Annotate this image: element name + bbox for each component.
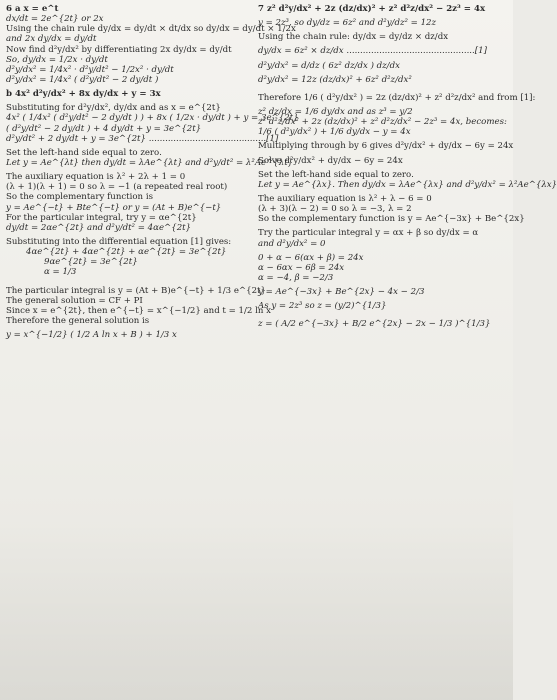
equation-line: α = −4, β = −2/3 [258, 272, 334, 283]
text-line: The auxiliary equation is λ² + λ − 6 = 0 [258, 193, 432, 204]
equation-line: d²y/dx² = 1/4x² · d²y/dt² − 1/2x² · dy/dt [6, 64, 174, 75]
text-line: For the particular integral, try y = αe^{2t} [6, 212, 197, 223]
question-line: 7 z² d²y/dx² + 2z (dz/dx)² + z² d²z/dx² − 2z³ = 4x [258, 4, 486, 14]
text-line: Try the particular integral y = αx + β so dy/dx = α [258, 228, 479, 239]
equation-line: 4x² ( 1/4x² ( d²y/dt² − 2 dy/dt ) ) + 8x ( 1/2x · dy/dt ) + y = 3e^{2t} [6, 113, 299, 124]
equation-line: So, dy/dx = 1/2x · dy/dt [6, 54, 108, 65]
equation-line: d²y/dt² + 2 dy/dt + y = 3e^{2t} ...........................................[1] [6, 133, 279, 144]
equation-line: dy/dt = 2αe^{2t} and d²y/dt² = 4αe^{2t} [6, 222, 192, 233]
equation-line: α − 6αx − 6β = 24x [258, 262, 345, 273]
text-line: Using the chain rule dy/dx = dy/dt × dt/dx so dy/dx = dy/dt × 1/2x [6, 24, 296, 35]
spacer [258, 85, 508, 93]
text-line: So the complementary function is [6, 192, 153, 203]
equation-line: Let y = Ae^{λt} then dy/dt = λAe^{λt} and d²y/dt² = λ²Ae^{λt} [6, 157, 294, 168]
text-line: (λ + 3)(λ − 2) = 0 so λ = −3, λ = 2 [258, 204, 412, 215]
question-line: b 4x² d²y/dx² + 8x dy/dx + y = 3x [6, 89, 161, 100]
equation-line: y = Ae^{−t} + Bte^{−t} or y = (At + B)e^{−t} [6, 202, 222, 213]
equation-line: z = ( A/2 e^{−3x} + B/2 e^{2x} − 2x − 1/3 )^{1/3} [258, 319, 491, 330]
equation-line: z² d²z/dx² + 2z (dz/dx)² + z² d²z/dx² − 2z³ = 4x, becomes: [258, 117, 507, 128]
equation-line: dy/dx = 6z² × dz/dx ...............................................[1] [258, 46, 487, 57]
solution-column-right [258, 4, 557, 330]
equation-line: α = 1/3 [44, 267, 77, 278]
text-line: Therefore the general solution is [6, 315, 150, 326]
equation-line: Let y = Ae^{λx}. Then dy/dx = λAe^{λx} and d²y/dx² = λ²Ae^{λx} [258, 179, 557, 190]
equation-line: As y = 2z³ so z = (y/2)^{1/3} [258, 301, 387, 312]
equation-line: 1/6 ( d²y/dx² ) + 1/6 dy/dx − y = 4x [258, 127, 411, 138]
equation-line: d²y/dx² = 12z (dz/dx)² + 6z² d²z/dx² [258, 74, 412, 85]
text-line: The particular integral is y = (At + B)e^{−t} + 1/3 e^{2t} [6, 285, 266, 296]
equation-line: d²y/dx² = d/dz ( 6z² dz/dx ) dz/dx [258, 60, 400, 71]
text-line: (λ + 1)(λ + 1) = 0 so λ = −1 (a repeated real root) [6, 182, 228, 193]
equation-line: and 2x dy/dx = dy/dt [6, 34, 97, 45]
text-line: Solve d²y/dx² + dy/dx − 6y = 24x [258, 155, 403, 166]
equation-line: 9αe^{2t} = 3e^{2t} [44, 257, 138, 268]
text-line: The auxiliary equation is λ² + 2λ + 1 = 0 [6, 172, 186, 183]
text-line: Set the left-hand side equal to zero. [258, 169, 414, 180]
page-shadow [0, 520, 513, 700]
equation-line: dx/dt = 2e^{2t} or 2x [6, 14, 104, 25]
text-line: So the complementary function is y = Ae^{−3x} + Be^{2x} [258, 214, 525, 225]
spacer [6, 278, 250, 286]
question-line: 6 a x = e^t [6, 4, 59, 14]
equation-line: ( d²y/dt² − 2 dy/dt ) + 4 dy/dt + y = 3e^{2t} [6, 123, 202, 134]
text-line: Substituting for d²y/dx², dy/dx and as x = e^{2t} [6, 103, 221, 114]
equation-line: y = Ae^{−3x} + Be^{2x} − 4x − 2/3 [258, 287, 425, 298]
equation-line: 0 + α − 6(αx + β) = 24x [258, 252, 364, 263]
equation-line: d²y/dx² = 1/4x² ( d²y/dt² − 2 dy/dt ) [6, 74, 159, 85]
equation-line: y = x^{−1/2} ( 1/2 A ln x + B ) + 1/3 x [6, 330, 177, 341]
text-line: Now find d²y/dx² by differentiating 2x dy/dx = dy/dt [6, 44, 232, 55]
equation-line: and d²y/dx² = 0 [258, 238, 326, 249]
equation-line: y = 2z³, so dy/dz = 6z² and d²y/dz² = 12z [258, 18, 437, 29]
text-line: Using the chain rule: dy/dx = dy/dz × dz/dx [258, 32, 449, 43]
text-line: Therefore 1/6 ( d²y/dx² ) = 2z (dz/dx)² + z² d²z/dx² and from [1]: [258, 92, 536, 103]
text-line: The general solution = CF + PI [6, 295, 143, 306]
text-line: Substituting into the differential equation [1] gives: [6, 236, 232, 247]
equation-line: 4αe^{2t} + 4αe^{2t} + αe^{2t} = 3e^{2t} [26, 247, 227, 258]
equation-line: z² dz/dx = 1/6 dy/dx and as z³ = y/2 [258, 106, 413, 117]
text-line: Set the left-hand side equal to zero. [6, 147, 162, 158]
text-line: Since x = e^{2t}, then e^{−t} = x^{−1/2} and t = 1/2 ln x [6, 305, 271, 316]
text-line: Multiplying through by 6 gives d²y/dx² + dy/dx − 6y = 24x [258, 141, 514, 152]
